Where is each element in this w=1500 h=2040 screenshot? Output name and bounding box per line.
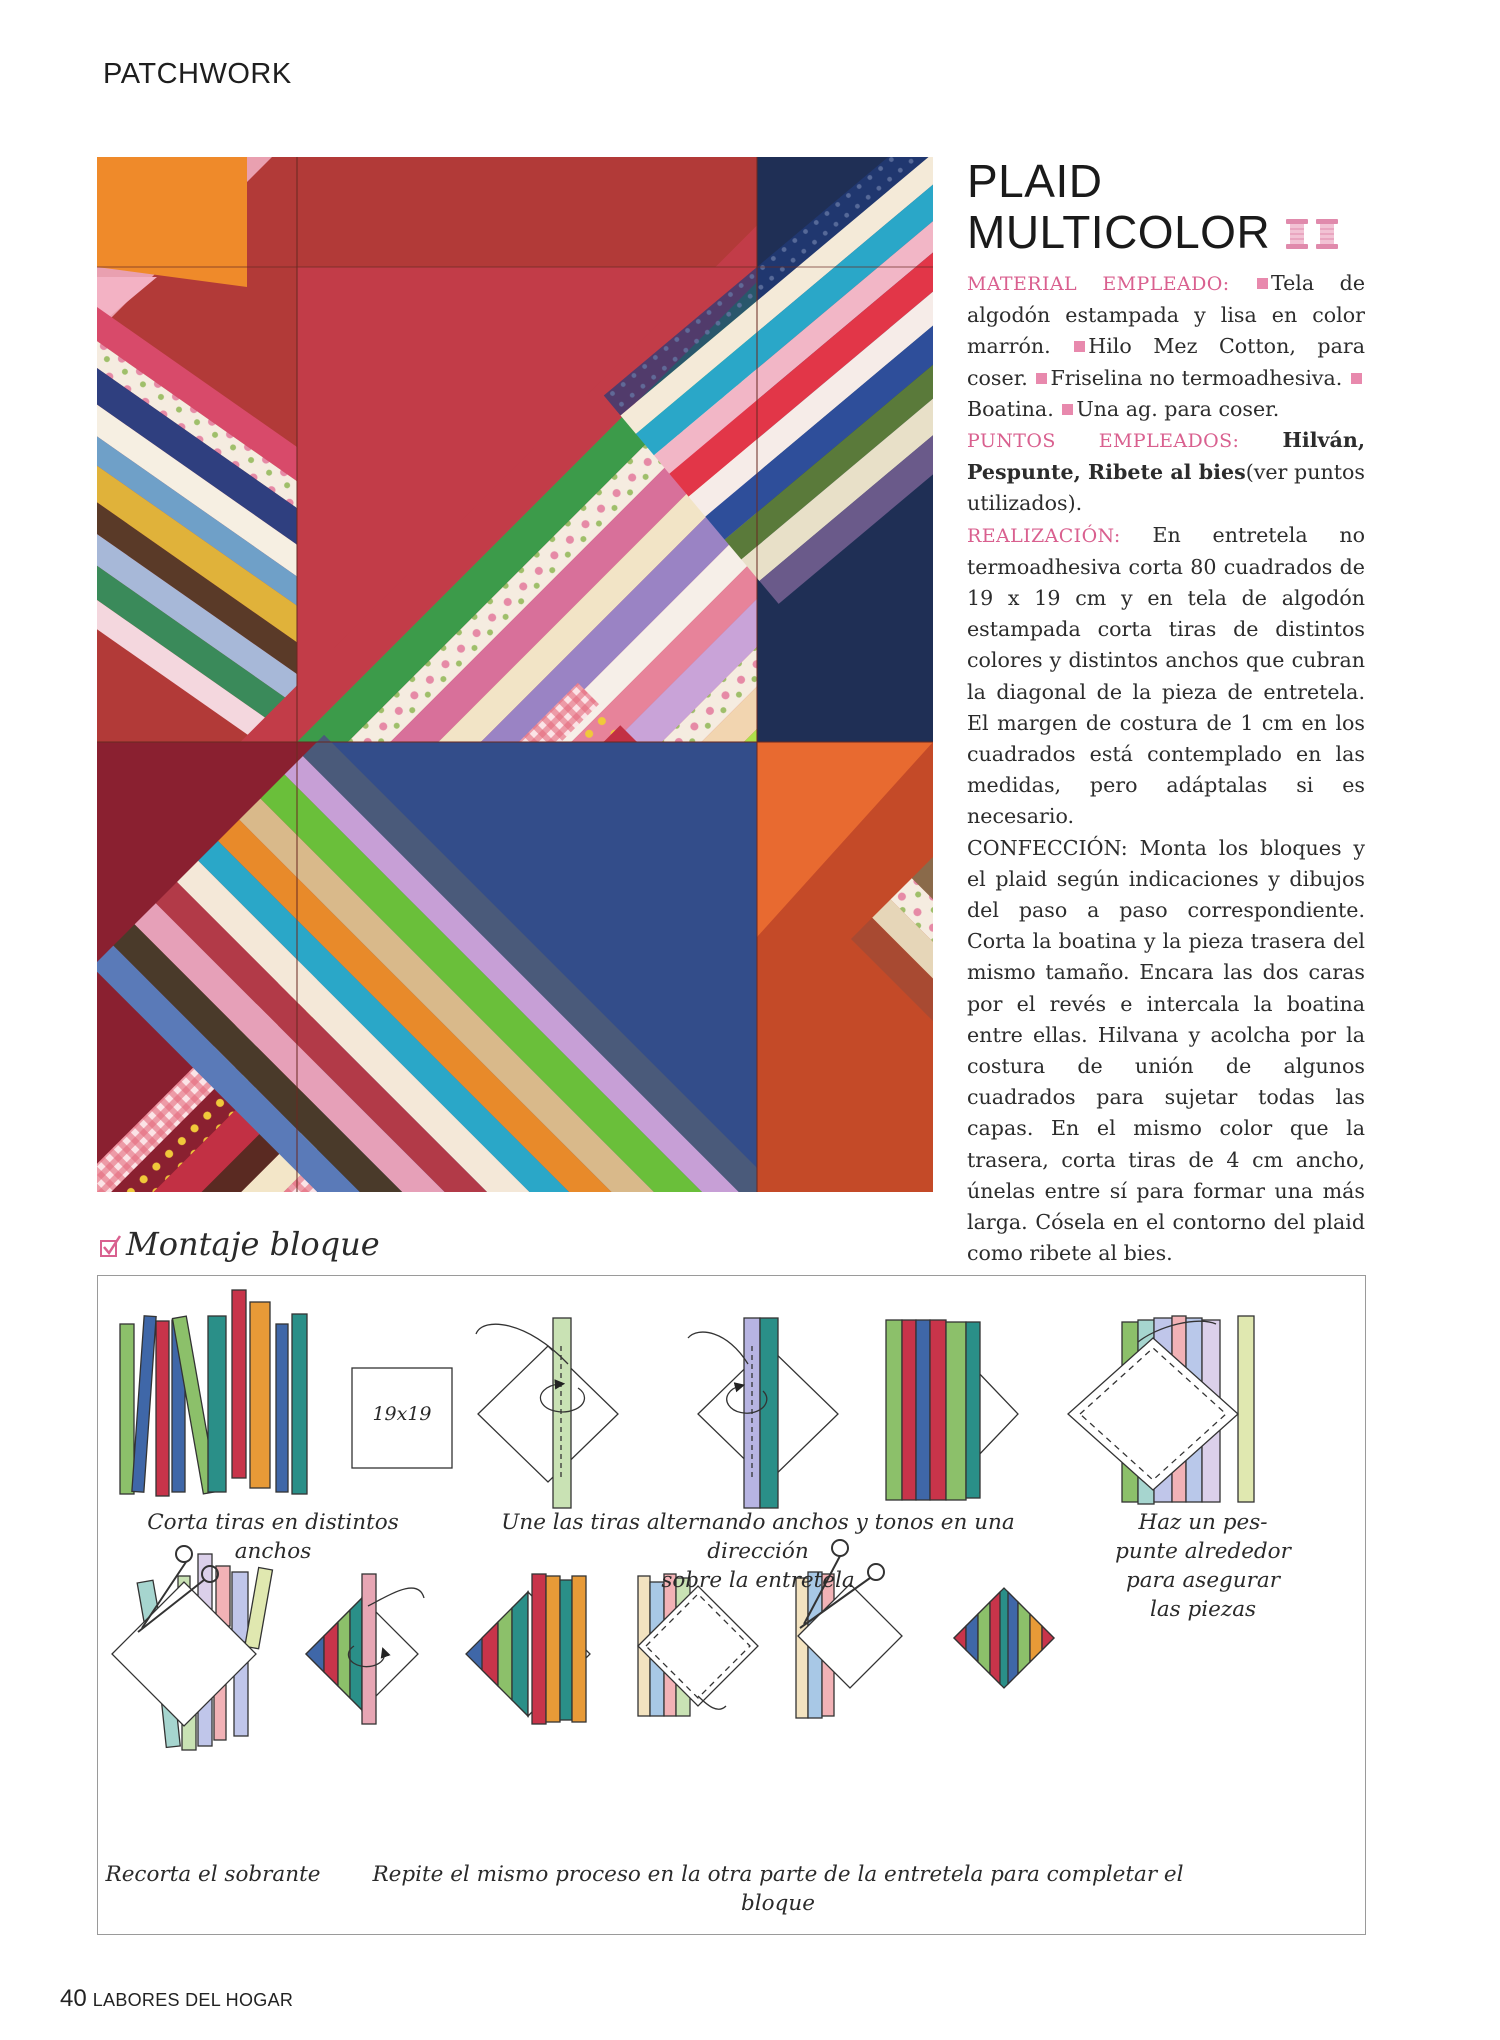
page-number: 40 <box>60 1985 87 2012</box>
title-line-1: PLAID <box>967 155 1103 207</box>
material-item: Boatina. <box>967 396 1054 421</box>
realization-label: REALIZACIÓN: <box>967 524 1121 547</box>
assembly-diagram-frame <box>97 1275 1366 1935</box>
material-label: MATERIAL EMPLEADO: <box>967 273 1230 295</box>
caption-topstitch-line: para asegurar <box>1125 1568 1281 1593</box>
realization-text: En entretela no termoadhesiva corta 80 cuadrados de 19 x 19 cm y en tela de algodón estampada corta tiras de distintos colores y distintos anchos que cubran la diagonal de la pieza de entretela. El margen de costura de 1 cm en los cuadrados está contemplado en las medidas, pero adáptalas si es necesario. <box>967 522 1366 829</box>
title-line-2: MULTICOLOR <box>967 206 1271 258</box>
stitches-label: PUNTOS EMPLEADOS: <box>967 430 1240 453</box>
caption-cut-strips: Corta tiras en distintos anchos <box>147 1510 399 1564</box>
caption-topstitch <box>1088 1508 1318 1624</box>
stitches-paragraph <box>967 425 1365 520</box>
materials-paragraph <box>967 268 1365 425</box>
caption-repeat: Repite el mismo proceso en la otra parte de la entretela para completar el bloque <box>372 1862 1184 1916</box>
square-size-label: 19x19 <box>372 1403 432 1425</box>
assembly-label: CONFECCIÓN: <box>967 835 1128 860</box>
section-label: PATCHWORK <box>103 58 292 90</box>
caption-join-line-1: Une las tiras alternando anchos y tonos en una dirección <box>501 1510 1015 1564</box>
quilt-photo <box>97 157 933 1192</box>
assembly-text: Monta los bloques y el plaid según indicaciones y dibujos del paso a paso correspondiente. Corta la boatina y la pieza trasera del mismo tamaño. Encara las dos caras por el revés e intercala la boatina entre ellas. Hilvana y acolcha por la costura de unión de algunos cuadrados para sujetar todas las capas. En el mismo color que la trasera, corta tiras de 4 cm ancho, únelas entre sí para formar una más larga. Cósela en el contorno del plaid como ribete al bies. <box>967 835 1366 1266</box>
check-icon <box>100 1228 122 1266</box>
article-body <box>967 268 1365 1270</box>
caption-topstitch-line: Haz un pes- <box>1138 1510 1268 1535</box>
material-item: Tela de algodón estampada y lisa en color marrón. <box>967 271 1366 359</box>
article-title <box>967 156 1342 261</box>
difficulty-spools-icon <box>1284 210 1342 261</box>
material-item: Friselina no termoadhesiva. <box>1050 365 1343 390</box>
montaje-title: Montaje bloque <box>126 1225 380 1263</box>
page-footer <box>60 1985 293 2013</box>
caption-topstitch-line: punte alrededor <box>1115 1539 1291 1564</box>
assembly-paragraph <box>967 833 1365 1270</box>
montaje-heading <box>100 1225 380 1266</box>
stitches-list: Hilván, Pespunte, Ribete al bies <box>967 428 1365 485</box>
magazine-name: LABORES DEL HOGAR <box>92 1990 294 2010</box>
stitches-note: (ver puntos utilizados). <box>967 460 1365 516</box>
caption-trim: Recorta el sobrante <box>105 1862 321 1887</box>
caption-join-line-2: sobre la entretela <box>661 1568 855 1593</box>
realization-paragraph <box>967 520 1365 833</box>
material-item: Una ag. para coser. <box>1076 396 1280 421</box>
material-item: Hilo Mez Cotton, para coser. <box>967 334 1366 390</box>
caption-topstitch-line: las piezas <box>1149 1597 1257 1622</box>
step-cut-strips <box>120 1290 307 1496</box>
caption-join-strips <box>448 1508 1068 1595</box>
